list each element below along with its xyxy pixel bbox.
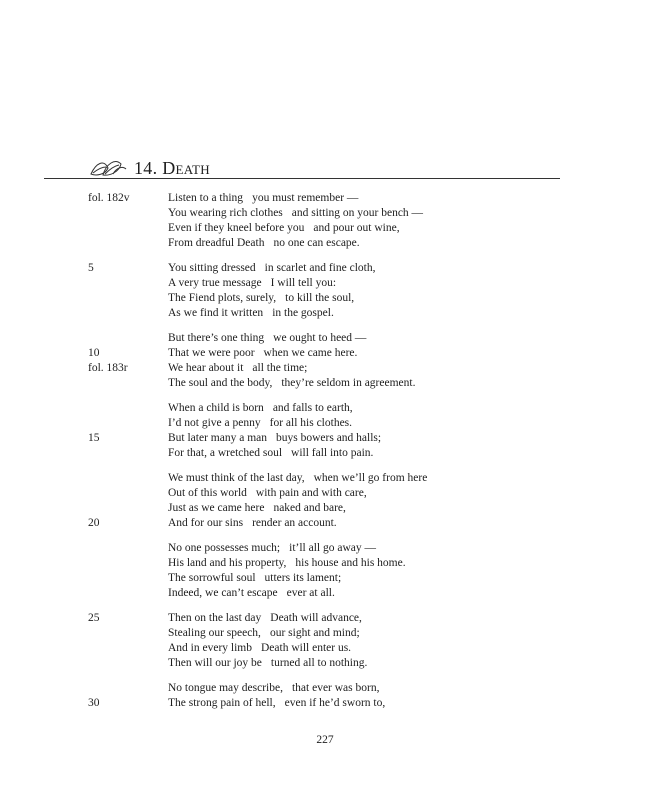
verse-line (0, 347, 650, 362)
second-half-line: it’ll all go away — (289, 542, 376, 554)
verse-text (168, 517, 337, 529)
second-half-line: Death will enter us. (261, 642, 352, 654)
verse-line (0, 542, 650, 557)
verse-text (168, 472, 427, 484)
first-half-line: I’d not give a penny (168, 417, 261, 429)
verse-text (168, 697, 385, 709)
second-half-line: we ought to heed — (273, 332, 367, 344)
first-half-line: And in every limb (168, 642, 252, 654)
first-half-line: No one possesses much; (168, 542, 281, 554)
first-half-line: Then will our joy be (168, 657, 262, 669)
verse-line (0, 502, 650, 517)
verse-text (168, 627, 360, 639)
second-half-line: when we’ll go from here (313, 472, 428, 484)
first-half-line: We must think of the last day, (168, 472, 305, 484)
verse-line (0, 627, 650, 642)
verse-line (0, 612, 650, 627)
stanza (0, 192, 650, 252)
chapter-number: 14. (134, 158, 158, 178)
verse-line (0, 402, 650, 417)
verse-text (168, 332, 366, 344)
verse-text (168, 222, 400, 234)
heading-rule (44, 178, 560, 179)
verse-line (0, 487, 650, 502)
verse-text (168, 277, 336, 289)
second-half-line: in the gospel. (272, 307, 334, 319)
verse-line (0, 207, 650, 222)
first-half-line: His land and his property, (168, 557, 287, 569)
verse-line (0, 587, 650, 602)
stanza (0, 472, 650, 532)
first-half-line: Just as we came here (168, 502, 265, 514)
first-half-line: The strong pain of hell, (168, 697, 276, 709)
second-half-line: and falls to earth, (272, 402, 353, 414)
stanza (0, 402, 650, 462)
verse-text (168, 262, 375, 274)
stanza (0, 542, 650, 602)
second-half-line: in scarlet and fine cloth, (264, 262, 376, 274)
first-half-line: No tongue may describe, (168, 682, 283, 694)
second-half-line: and pour out wine, (313, 222, 400, 234)
verse-text (168, 347, 357, 359)
margin-reference: 20 (88, 517, 100, 529)
second-half-line: even if he’d sworn to, (284, 697, 386, 709)
verse-line (0, 642, 650, 657)
verse-line (0, 517, 650, 532)
stanza (0, 612, 650, 672)
margin-reference: 25 (88, 612, 100, 624)
first-half-line: But later many a man (168, 432, 267, 444)
second-half-line: buys bowers and halls; (276, 432, 382, 444)
second-half-line: when we came here. (263, 347, 358, 359)
verse-line (0, 192, 650, 207)
verse-text (168, 192, 358, 204)
first-half-line: Out of this world (168, 487, 247, 499)
verse-text (168, 362, 307, 374)
chapter-name: Death (162, 158, 210, 178)
first-half-line: When a child is born (168, 402, 264, 414)
second-half-line: to kill the soul, (285, 292, 355, 304)
second-half-line: naked and bare, (273, 502, 346, 514)
first-half-line: Then on the last day (168, 612, 262, 624)
verse-line (0, 292, 650, 307)
margin-reference: 30 (88, 697, 100, 709)
verse-line (0, 262, 650, 277)
verse-line (0, 657, 650, 672)
verse-text (168, 612, 362, 624)
second-half-line: for all his clothes. (269, 417, 353, 429)
first-half-line: You wearing rich clothes (168, 207, 283, 219)
stanza (0, 332, 650, 392)
verse-line (0, 682, 650, 697)
first-half-line: You sitting dressed (168, 262, 256, 274)
chapter-title (134, 158, 210, 179)
margin-reference: 15 (88, 432, 100, 444)
verse-line (0, 447, 650, 462)
first-half-line: The soul and the body, (168, 377, 273, 389)
margin-reference: fol. 182v (88, 192, 130, 204)
verse-text (168, 557, 406, 569)
margin-reference: 10 (88, 347, 100, 359)
second-half-line: that ever was born, (291, 682, 380, 694)
verse-line (0, 377, 650, 392)
verse-line (0, 472, 650, 487)
first-half-line: A very true message (168, 277, 262, 289)
verse-text (168, 307, 334, 319)
margin-reference: fol. 183r (88, 362, 128, 374)
verse-text (168, 237, 360, 249)
verse-text (168, 502, 346, 514)
verse-line (0, 572, 650, 587)
second-half-line: Death will advance, (270, 612, 362, 624)
first-half-line: Listen to a thing (168, 192, 244, 204)
verse-line (0, 362, 650, 377)
margin-reference: 5 (88, 262, 94, 274)
page-number: 227 (316, 734, 334, 746)
verse-text (168, 292, 354, 304)
first-half-line: The sorrowful soul (168, 572, 256, 584)
verse-text (168, 207, 423, 219)
verse-line (0, 557, 650, 572)
verse-line (0, 237, 650, 252)
verse-line (0, 697, 650, 712)
verse-text (168, 377, 415, 389)
second-half-line: ever at all. (286, 587, 335, 599)
verse-text (168, 432, 381, 444)
verse-text (168, 487, 367, 499)
verse-text (168, 447, 373, 459)
first-half-line: As we find it written (168, 307, 264, 319)
verse-text (168, 657, 367, 669)
verse-text (168, 682, 379, 694)
verse-line (0, 307, 650, 322)
second-half-line: they’re seldom in agreement. (281, 377, 416, 389)
second-half-line: with pain and with care, (255, 487, 367, 499)
second-half-line: our sight and mind; (269, 627, 360, 639)
second-half-line: all the time; (252, 362, 308, 374)
first-half-line: Stealing our speech, (168, 627, 261, 639)
verse-line (0, 332, 650, 347)
verse-line (0, 222, 650, 237)
first-half-line: For that, a wretched soul (168, 447, 283, 459)
first-half-line: From dreadful Death (168, 237, 265, 249)
verse-text (168, 417, 352, 429)
verse-text (168, 402, 353, 414)
first-half-line: But there’s one thing (168, 332, 265, 344)
verse-text (168, 572, 341, 584)
stanza (0, 682, 650, 712)
first-half-line: We hear about it (168, 362, 244, 374)
first-half-line: The Fiend plots, surely, (168, 292, 277, 304)
first-half-line: That we were poor (168, 347, 255, 359)
verse-text (168, 542, 376, 554)
verse-line (0, 417, 650, 432)
second-half-line: you must remember — (252, 192, 359, 204)
second-half-line: render an account. (252, 517, 337, 529)
leaf-ornament-icon (88, 154, 128, 178)
verse-text (168, 587, 335, 599)
stanza (0, 262, 650, 322)
verse-line (0, 432, 650, 447)
first-half-line: Indeed, we can’t escape (168, 587, 278, 599)
verse-line (0, 277, 650, 292)
verse-text (168, 642, 351, 654)
chapter-heading (88, 154, 560, 180)
second-half-line: no one can escape. (273, 237, 360, 249)
second-half-line: will fall into pain. (291, 447, 374, 459)
first-half-line: And for our sins (168, 517, 244, 529)
second-half-line: I will tell you: (270, 277, 337, 289)
second-half-line: turned all to nothing. (270, 657, 368, 669)
second-half-line: utters its lament; (264, 572, 342, 584)
second-half-line: his house and his home. (295, 557, 406, 569)
second-half-line: and sitting on your bench — (291, 207, 424, 219)
first-half-line: Even if they kneel before you (168, 222, 305, 234)
